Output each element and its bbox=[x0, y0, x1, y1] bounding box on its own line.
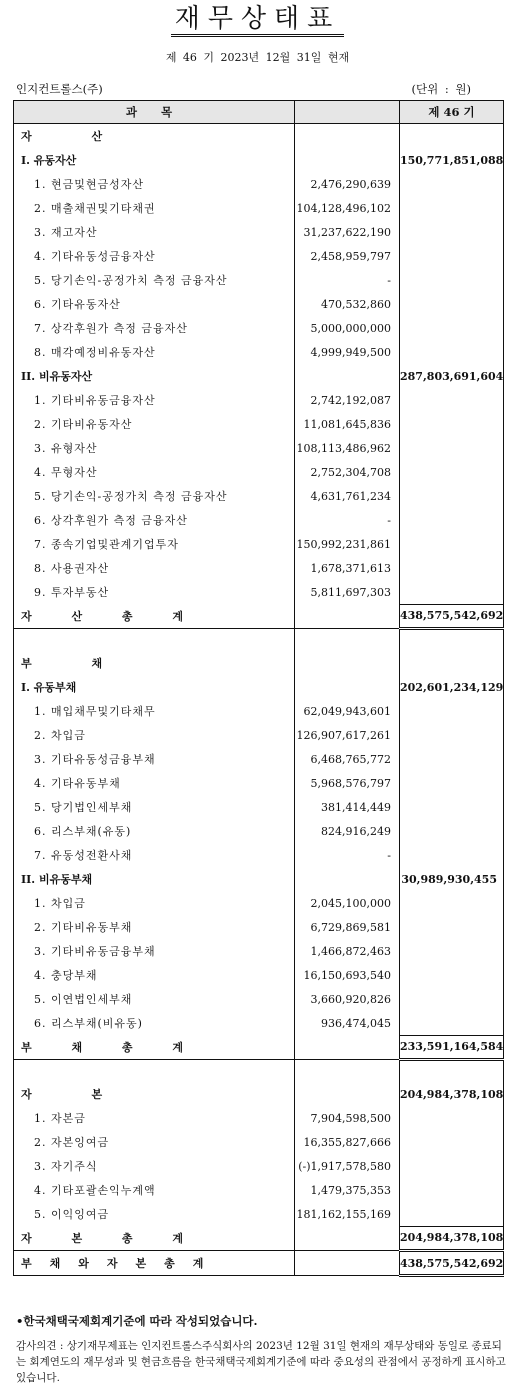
row-label: 2. 기타비유동부채 bbox=[14, 915, 295, 939]
row-label: 자 산 bbox=[14, 124, 295, 149]
row-total: 202,601,234,129 bbox=[400, 675, 504, 699]
table-row bbox=[14, 651, 504, 675]
row-label: 6. 리스부채(유동) bbox=[14, 819, 295, 843]
row-amount: 11,081,645,836 bbox=[295, 412, 400, 436]
row-total bbox=[400, 316, 504, 340]
row-total bbox=[400, 1060, 504, 1083]
row-label: 6. 리스부채(비유동) bbox=[14, 1011, 295, 1035]
table-row bbox=[14, 388, 504, 412]
row-amount bbox=[295, 364, 400, 388]
row-label: 6. 상각후원가 측정 금융자산 bbox=[14, 508, 295, 532]
row-label: 1. 기타비유동금융자산 bbox=[14, 388, 295, 412]
row-total bbox=[400, 939, 504, 963]
table-row bbox=[14, 1011, 504, 1035]
row-amount: 2,752,304,708 bbox=[295, 460, 400, 484]
table-row bbox=[14, 244, 504, 268]
row-total bbox=[400, 124, 504, 149]
row-total: 233,591,164,584 bbox=[400, 1035, 504, 1060]
row-amount bbox=[295, 1035, 400, 1060]
row-amount bbox=[295, 148, 400, 172]
balance-sheet-table bbox=[13, 100, 504, 1277]
row-label: II. 비유동자산 bbox=[14, 364, 295, 388]
row-total bbox=[400, 244, 504, 268]
row-label: 자 본 bbox=[14, 1082, 295, 1106]
row-label bbox=[14, 629, 295, 652]
header-period: 제 46 기 bbox=[400, 101, 504, 124]
table-header bbox=[14, 101, 504, 124]
row-label: 2. 차입금 bbox=[14, 723, 295, 747]
row-amount: 7,904,598,500 bbox=[295, 1106, 400, 1130]
row-amount: - bbox=[295, 508, 400, 532]
row-amount: 150,992,231,861 bbox=[295, 532, 400, 556]
table-row bbox=[14, 1106, 504, 1130]
row-amount: 2,045,100,000 bbox=[295, 891, 400, 915]
row-amount: 824,916,249 bbox=[295, 819, 400, 843]
row-label: 8. 사용권자산 bbox=[14, 556, 295, 580]
row-amount: 16,355,827,666 bbox=[295, 1130, 400, 1154]
row-total bbox=[400, 843, 504, 867]
row-total bbox=[400, 292, 504, 316]
row-amount: 1,466,872,463 bbox=[295, 939, 400, 963]
row-label: 부채와자본총계 bbox=[14, 1251, 295, 1276]
row-total bbox=[400, 388, 504, 412]
row-total bbox=[400, 460, 504, 484]
row-total bbox=[400, 1011, 504, 1035]
row-amount: 1,678,371,613 bbox=[295, 556, 400, 580]
row-total bbox=[400, 1154, 504, 1178]
row-amount bbox=[295, 867, 400, 891]
row-amount: 108,113,486,962 bbox=[295, 436, 400, 460]
table-row bbox=[14, 508, 504, 532]
row-amount: 104,128,496,102 bbox=[295, 196, 400, 220]
table-row bbox=[14, 436, 504, 460]
table-row bbox=[14, 747, 504, 771]
row-amount: 1,479,375,353 bbox=[295, 1178, 400, 1202]
row-amount: 126,907,617,261 bbox=[295, 723, 400, 747]
row-amount: 2,476,290,639 bbox=[295, 172, 400, 196]
row-amount: - bbox=[295, 843, 400, 867]
row-total bbox=[400, 508, 504, 532]
row-total bbox=[400, 651, 504, 675]
row-total bbox=[400, 436, 504, 460]
row-label: I. 유동자산 bbox=[14, 148, 295, 172]
row-amount bbox=[295, 629, 400, 652]
table-row bbox=[14, 580, 504, 604]
row-total bbox=[400, 412, 504, 436]
row-label: 3. 기타비유동금융부채 bbox=[14, 939, 295, 963]
table-row bbox=[14, 292, 504, 316]
row-amount: 181,162,155,169 bbox=[295, 1202, 400, 1226]
row-total: 204,984,378,108 bbox=[400, 1226, 504, 1251]
company-name: 인지컨트롤스(주) bbox=[16, 82, 103, 96]
row-label: 부 채 총 계 bbox=[14, 1035, 295, 1060]
row-label: 1. 매입채무및기타채무 bbox=[14, 699, 295, 723]
row-total bbox=[400, 580, 504, 604]
row-label: 4. 기타유동성금융자산 bbox=[14, 244, 295, 268]
row-amount: 470,532,860 bbox=[295, 292, 400, 316]
table-row bbox=[14, 1251, 504, 1276]
row-total bbox=[400, 1106, 504, 1130]
row-total bbox=[400, 1202, 504, 1226]
row-label: 1. 차입금 bbox=[14, 891, 295, 915]
document-title bbox=[0, 4, 515, 37]
table-row bbox=[14, 124, 504, 149]
row-label: 2. 기타비유동자산 bbox=[14, 412, 295, 436]
table-row bbox=[14, 843, 504, 867]
row-total bbox=[400, 1130, 504, 1154]
row-amount: 3,660,920,826 bbox=[295, 987, 400, 1011]
row-label: 3. 기타유동성금융부채 bbox=[14, 747, 295, 771]
table-row bbox=[14, 556, 504, 580]
row-amount: 381,414,449 bbox=[295, 795, 400, 819]
row-total bbox=[400, 819, 504, 843]
table-row bbox=[14, 771, 504, 795]
row-amount: 62,049,943,601 bbox=[295, 699, 400, 723]
row-amount bbox=[295, 1251, 400, 1276]
row-label: 부 채 bbox=[14, 651, 295, 675]
row-total: 287,803,691,604 bbox=[400, 364, 504, 388]
table-row bbox=[14, 1082, 504, 1106]
row-label: 6. 기타유동자산 bbox=[14, 292, 295, 316]
header-account: 과 목 bbox=[14, 101, 295, 124]
row-label: 7. 유동성전환사채 bbox=[14, 843, 295, 867]
row-amount: 2,742,192,087 bbox=[295, 388, 400, 412]
row-label: 7. 상각후원가 측정 금융자산 bbox=[14, 316, 295, 340]
row-label: 3. 유형자산 bbox=[14, 436, 295, 460]
row-label: 5. 당기법인세부채 bbox=[14, 795, 295, 819]
table-row bbox=[14, 1202, 504, 1226]
row-amount: 936,474,045 bbox=[295, 1011, 400, 1035]
row-total: 30,989,930,455 bbox=[400, 867, 504, 891]
table-row bbox=[14, 1035, 504, 1060]
row-total bbox=[400, 771, 504, 795]
table-row bbox=[14, 268, 504, 292]
table-row bbox=[14, 340, 504, 364]
row-amount bbox=[295, 124, 400, 149]
table-row bbox=[14, 987, 504, 1011]
table-row bbox=[14, 316, 504, 340]
row-total bbox=[400, 795, 504, 819]
table-row bbox=[14, 532, 504, 556]
row-total: 438,575,542,692 bbox=[400, 1251, 504, 1276]
row-label: 2. 자본잉여금 bbox=[14, 1130, 295, 1154]
row-label bbox=[14, 1060, 295, 1083]
table-row bbox=[14, 819, 504, 843]
table-row bbox=[14, 723, 504, 747]
row-label: 7. 종속기업및관계기업투자 bbox=[14, 532, 295, 556]
row-amount: 16,150,693,540 bbox=[295, 963, 400, 987]
row-label: II. 비유동부채 bbox=[14, 867, 295, 891]
row-label: 2. 매출채권및기타채권 bbox=[14, 196, 295, 220]
row-total bbox=[400, 196, 504, 220]
row-total bbox=[400, 340, 504, 364]
row-total bbox=[400, 268, 504, 292]
table-row bbox=[14, 963, 504, 987]
standards-note: •한국채택국제회계기준에 따라 작성되었습니다. bbox=[16, 1314, 258, 1328]
row-total bbox=[400, 915, 504, 939]
period-subtitle: 제 46 기 2023년 12월 31일 현재 bbox=[165, 51, 350, 64]
row-label: 4. 무형자산 bbox=[14, 460, 295, 484]
row-total bbox=[400, 220, 504, 244]
row-total bbox=[400, 532, 504, 556]
row-total: 150,771,851,088 bbox=[400, 148, 504, 172]
table-row bbox=[14, 148, 504, 172]
row-amount bbox=[295, 1082, 400, 1106]
audit-opinion: 감사의견 : 상기재무제표는 인지컨트롤스주식회사의 2023년 12월 31일 현재의 재무상태와 동일로 종료되는 회계연도의 재무성과 및 현금흐름을 한국채택국제회계기준에 따라 중요성의 관점에서 공정하게 표시하고 있습니다. bbox=[16, 1340, 506, 1384]
row-total: 438,575,542,692 bbox=[400, 604, 504, 629]
row-label: 9. 투자부동산 bbox=[14, 580, 295, 604]
row-label: 5. 당기손익-공정가치 측정 금융자산 bbox=[14, 268, 295, 292]
table-row bbox=[14, 220, 504, 244]
table-row bbox=[14, 699, 504, 723]
row-amount bbox=[295, 1226, 400, 1251]
row-amount bbox=[295, 651, 400, 675]
table-row bbox=[14, 675, 504, 699]
row-total bbox=[400, 963, 504, 987]
header-detail bbox=[295, 101, 400, 124]
table-row bbox=[14, 1154, 504, 1178]
row-total bbox=[400, 484, 504, 508]
row-amount: 4,999,949,500 bbox=[295, 340, 400, 364]
row-amount: 5,968,576,797 bbox=[295, 771, 400, 795]
table-row bbox=[14, 1130, 504, 1154]
row-total bbox=[400, 629, 504, 652]
table-row bbox=[14, 891, 504, 915]
row-total: 204,984,378,108 bbox=[400, 1082, 504, 1106]
table-row bbox=[14, 629, 504, 652]
row-total bbox=[400, 172, 504, 196]
row-label: 3. 자기주식 bbox=[14, 1154, 295, 1178]
row-amount: 6,729,869,581 bbox=[295, 915, 400, 939]
row-amount: 2,458,959,797 bbox=[295, 244, 400, 268]
row-amount: 4,631,761,234 bbox=[295, 484, 400, 508]
row-total bbox=[400, 699, 504, 723]
table-row bbox=[14, 915, 504, 939]
row-total bbox=[400, 1178, 504, 1202]
row-label: I. 유동부채 bbox=[14, 675, 295, 699]
row-amount: 5,811,697,303 bbox=[295, 580, 400, 604]
table-row bbox=[14, 1226, 504, 1251]
row-label: 5. 당기손익-공정가치 측정 금융자산 bbox=[14, 484, 295, 508]
table-row bbox=[14, 196, 504, 220]
table-row bbox=[14, 460, 504, 484]
row-total bbox=[400, 987, 504, 1011]
table-row bbox=[14, 484, 504, 508]
table-row bbox=[14, 604, 504, 629]
row-amount: 5,000,000,000 bbox=[295, 316, 400, 340]
row-amount bbox=[295, 1060, 400, 1083]
unit-label: (단위 : 원) bbox=[411, 82, 471, 96]
row-amount: (-)1,917,578,580 bbox=[295, 1154, 400, 1178]
row-label: 자 본 총 계 bbox=[14, 1226, 295, 1251]
table-row bbox=[14, 1060, 504, 1083]
row-total bbox=[400, 723, 504, 747]
row-amount bbox=[295, 675, 400, 699]
row-label: 3. 재고자산 bbox=[14, 220, 295, 244]
row-label: 1. 현금및현금성자산 bbox=[14, 172, 295, 196]
table-row bbox=[14, 939, 504, 963]
row-label: 5. 이익잉여금 bbox=[14, 1202, 295, 1226]
row-amount: 6,468,765,772 bbox=[295, 747, 400, 771]
row-label: 8. 매각예정비유동자산 bbox=[14, 340, 295, 364]
row-total bbox=[400, 891, 504, 915]
row-amount: - bbox=[295, 268, 400, 292]
title-text: 재무상태표 bbox=[171, 4, 345, 37]
row-label: 자 산 총 계 bbox=[14, 604, 295, 629]
row-label: 4. 기타포괄손익누계액 bbox=[14, 1178, 295, 1202]
table-row bbox=[14, 412, 504, 436]
table-row bbox=[14, 1178, 504, 1202]
row-label: 1. 자본금 bbox=[14, 1106, 295, 1130]
row-label: 4. 기타유동부채 bbox=[14, 771, 295, 795]
row-total bbox=[400, 556, 504, 580]
row-amount bbox=[295, 604, 400, 629]
row-total bbox=[400, 747, 504, 771]
row-amount: 31,237,622,190 bbox=[295, 220, 400, 244]
row-label: 4. 충당부채 bbox=[14, 963, 295, 987]
table-row bbox=[14, 172, 504, 196]
row-label: 5. 이연법인세부채 bbox=[14, 987, 295, 1011]
table-row bbox=[14, 867, 504, 891]
table-row bbox=[14, 795, 504, 819]
table-row bbox=[14, 364, 504, 388]
